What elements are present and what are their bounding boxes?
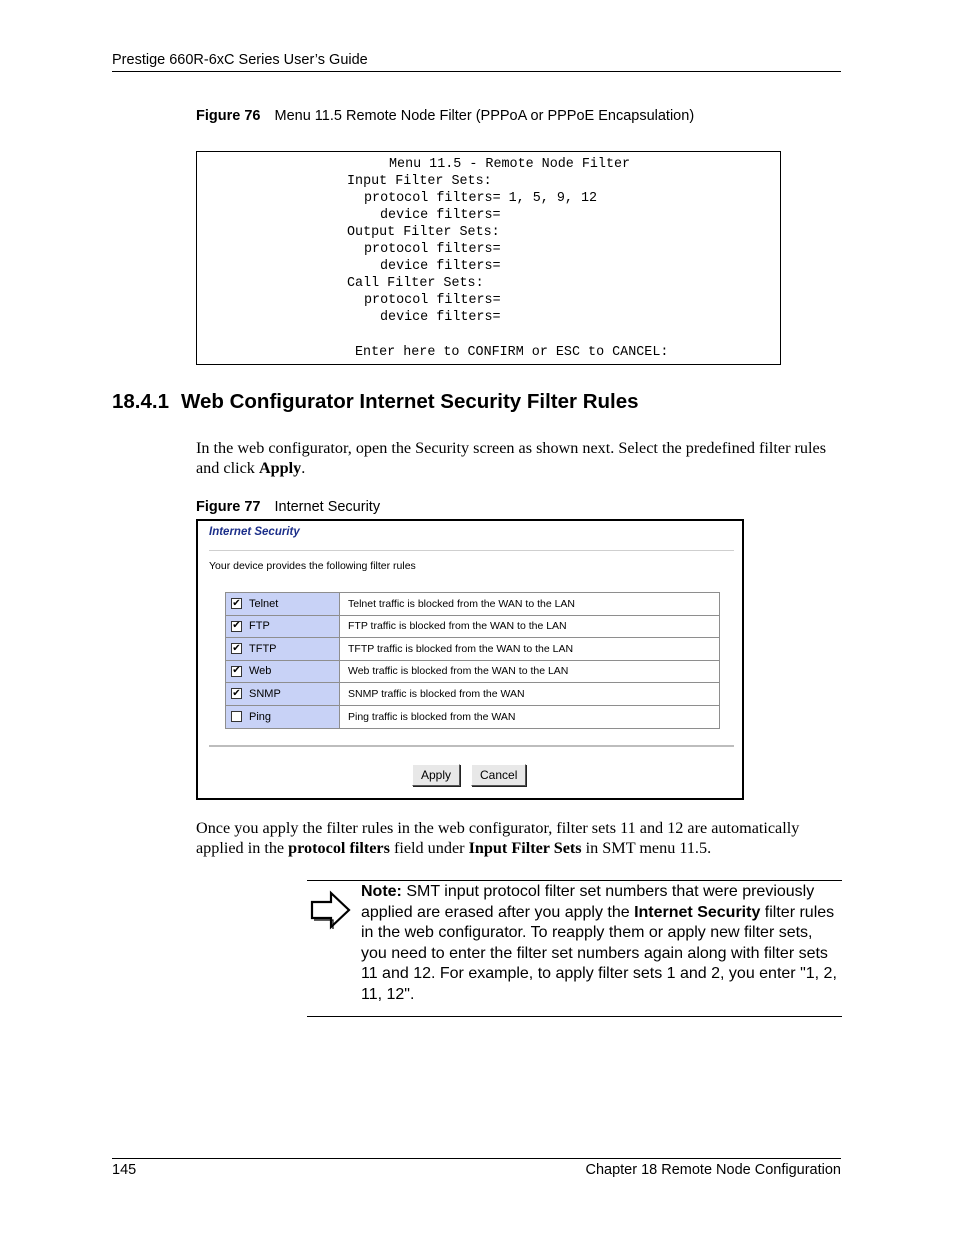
intro-text: In the web configurator, open the Security screen as shown next. Select the predefined filter rules and click (196, 439, 826, 477)
header-rule (112, 71, 841, 72)
rule-name-cell (226, 616, 340, 638)
page-number: 145 (112, 1162, 137, 1178)
internet-security-screen (196, 519, 744, 800)
smt-line-call-filter-sets: Call Filter Sets: (347, 276, 484, 291)
snmp-checkbox[interactable]: ✔ (232, 687, 241, 699)
tftp-label: TFTP (249, 642, 277, 655)
chapter-footer: Chapter 18 Remote Node Configuration (585, 1162, 841, 1178)
running-header: Prestige 660R-6xC Series User’s Guide (112, 52, 368, 68)
rule-description: Ping traffic is blocked from the WAN (340, 706, 719, 729)
rule-name-cell (226, 661, 340, 683)
button-divider (209, 745, 734, 747)
web-label: Web (249, 665, 272, 678)
note-text-part2: filter rules in the web configurator. To reapply them or apply new filter sets, you need to enter the filter set numbers again along with filter sets 11 and 12. For example, to apply filter sets 1 and 2, you enter "1, 2, 11, 12". (361, 903, 837, 1003)
rule-name-cell (226, 706, 340, 729)
smt-line-input-protocol-filters: protocol filters= 1, 5, 9, 12 (364, 191, 598, 206)
table-row (226, 706, 719, 729)
rule-description: TFTP traffic is blocked from the WAN to the LAN (340, 638, 719, 660)
intro-text-end: . (301, 459, 306, 477)
smt-confirm-prompt: Enter here to CONFIRM or ESC to CANCEL: (355, 345, 669, 360)
table-row (226, 683, 719, 706)
note-text (361, 882, 841, 1005)
table-row (226, 638, 719, 661)
figure-77-caption-text: Internet Security (274, 499, 381, 515)
figure-76-caption-text: Menu 11.5 Remote Node Filter (PPPoA or PPPoE Encapsulation) (274, 108, 695, 124)
rule-description: Telnet traffic is blocked from the WAN to the LAN (340, 593, 719, 615)
smt-line-call-device-filters: device filters= (380, 310, 501, 325)
note-label: Note: (361, 883, 402, 900)
smt-line-call-protocol-filters: protocol filters= (364, 293, 501, 308)
intro-apply-bold: Apply (258, 459, 302, 477)
smt-menu-screen (196, 151, 781, 365)
ping-label: Ping (249, 710, 272, 723)
smt-menu-title: Menu 11.5 - Remote Node Filter (389, 157, 631, 172)
smt-line-input-device-filters: device filters= (380, 208, 501, 223)
figure-77-number: Figure 77 (196, 499, 261, 515)
filter-rules-table (225, 592, 720, 729)
smt-line-output-filter-sets: Output Filter Sets: (347, 225, 500, 240)
title-divider (209, 550, 734, 551)
note-bottom-rule (307, 1016, 842, 1017)
telnet-checkbox[interactable]: ✔ (232, 597, 241, 609)
web-checkbox[interactable]: ✔ (232, 665, 241, 677)
rule-description: SNMP traffic is blocked from the WAN (340, 683, 719, 705)
telnet-label: Telnet (249, 597, 279, 610)
footer-rule (112, 1158, 841, 1159)
ftp-label: FTP (249, 620, 270, 633)
ping-checkbox[interactable] (231, 711, 242, 722)
para2-text: Once you apply the filter rules in the web configurator, filter sets 11 and 12 are automatically applied in the (196, 819, 800, 857)
para2-text-end: in SMT menu 11.5. (581, 839, 712, 857)
rule-description: FTP traffic is blocked from the WAN to the LAN (340, 616, 719, 638)
table-row (226, 616, 719, 639)
screen-title: Internet Security (209, 526, 300, 538)
ftp-checkbox[interactable]: ✔ (232, 620, 241, 632)
table-row (226, 661, 719, 684)
rule-description: Web traffic is blocked from the WAN to the LAN (340, 661, 719, 683)
smt-line-input-filter-sets: Input Filter Sets: (347, 174, 492, 189)
rule-name-cell (226, 638, 340, 660)
rule-name-cell (226, 593, 340, 615)
figure-76-caption (196, 108, 694, 124)
smt-line-output-protocol-filters: protocol filters= (364, 242, 501, 257)
rule-name-cell (226, 683, 340, 705)
cancel-button[interactable]: Cancel (471, 764, 526, 786)
screen-description: Your device provides the following filter rules (209, 560, 416, 572)
snmp-label: SNMP (249, 687, 281, 700)
section-heading (112, 390, 639, 414)
note-internet-security-bold: Internet Security (634, 903, 761, 921)
figure-77-caption (196, 499, 380, 515)
section-title: Web Configurator Internet Security Filter Rules (181, 390, 639, 413)
para2-input-filter-sets-bold: Input Filter Sets (468, 839, 582, 857)
apply-button[interactable]: Apply (412, 764, 460, 786)
note-text-part1: SMT input protocol filter set numbers that were previously applied are erased after you apply the (361, 883, 815, 921)
para2-protocol-filters-bold: protocol filters (288, 839, 390, 857)
smt-line-output-device-filters: device filters= (380, 259, 501, 274)
para2-text-mid: field under (389, 839, 469, 857)
tftp-checkbox[interactable]: ✔ (232, 642, 241, 654)
intro-paragraph (196, 438, 841, 478)
section-number: 18.4.1 (112, 390, 169, 413)
apply-result-paragraph (196, 818, 841, 858)
note-top-rule (307, 880, 842, 881)
table-row (226, 593, 719, 616)
figure-76-number: Figure 76 (196, 108, 261, 124)
arrow-right-icon (307, 889, 353, 931)
